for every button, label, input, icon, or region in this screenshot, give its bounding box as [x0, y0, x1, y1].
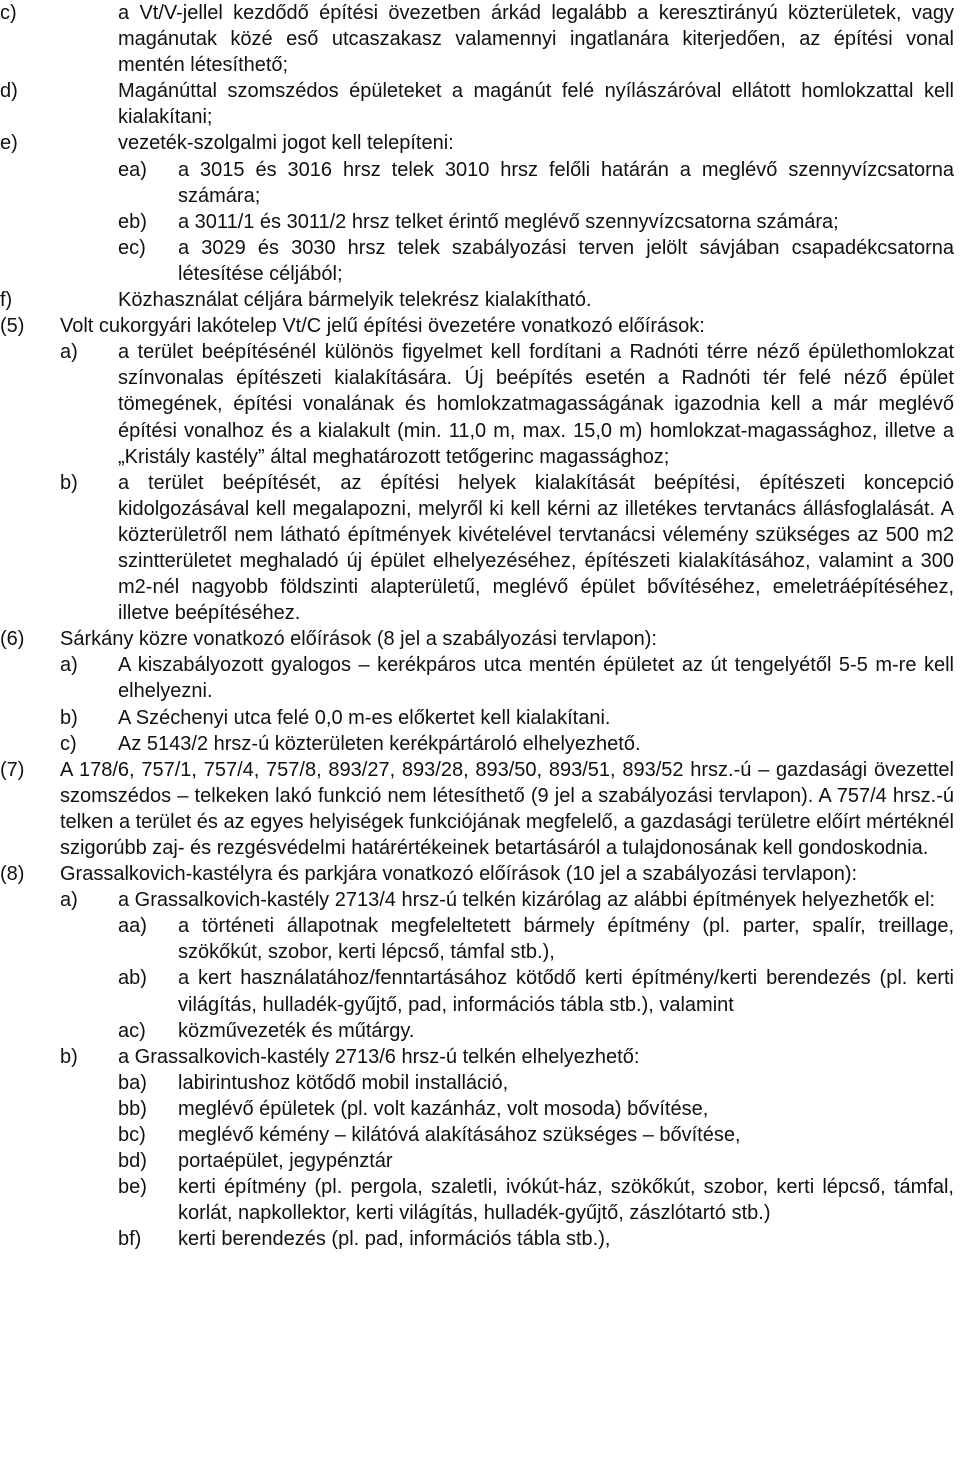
item-text: A kiszabályozott gyalogos – kerékpáros utca mentén épületet az út tengelyétől 5-5 m-re kell elhelyezni.	[118, 654, 954, 703]
list-item	[60, 339, 954, 469]
item-text: a kert használatához/fenntartásához kötődő kerti építmény/kerti berendezés (pl. kerti világítás, hulladék-gyűjtő, pad, információs tábla stb.), valamint	[178, 967, 954, 1016]
item-label: a)	[60, 889, 78, 912]
item-label: ac)	[118, 1019, 146, 1042]
list-item	[60, 652, 954, 704]
list-item	[118, 1122, 954, 1148]
item-label: ea)	[118, 158, 147, 181]
list-item	[0, 78, 954, 130]
item-text: meglévő épületek (pl. volt kazánház, volt mosoda) bővítése,	[178, 1097, 709, 1120]
item-label: d)	[0, 80, 18, 103]
list-item	[60, 887, 954, 913]
list-item	[118, 913, 954, 965]
item-text: A Széchenyi utca felé 0,0 m-es előkertet kell kialakítani.	[118, 706, 611, 729]
item-text: a történeti állapotnak megfeleltetett bármely építmény (pl. parter, spalír, treillage, szökőkút, szobor, kerti lépcső, támfal stb.),	[178, 915, 954, 964]
item-label: c)	[0, 2, 17, 24]
item-label: bf)	[118, 1228, 142, 1251]
list-item	[118, 1226, 954, 1252]
item-label: b)	[60, 706, 78, 729]
item-text: portaépület, jegypénztár	[178, 1150, 393, 1173]
list-item	[118, 1174, 954, 1226]
item-label: eb)	[118, 210, 147, 233]
section-paragraph	[0, 313, 954, 339]
section-text: Volt cukorgyári lakótelep Vt/C jelű építési övezetére vonatkozó előírások:	[60, 315, 705, 338]
item-label: a)	[60, 341, 78, 364]
item-text: Az 5143/2 hrsz-ú közterületen kerékpártároló elhelyezhető.	[118, 732, 641, 755]
list-item	[118, 1096, 954, 1122]
item-label: ab)	[118, 967, 147, 990]
item-label: c)	[60, 732, 77, 755]
item-text: a Grassalkovich-kastély 2713/6 hrsz-ú telkén elhelyezhető:	[118, 1045, 640, 1068]
item-label: b)	[60, 1045, 78, 1068]
list-item	[60, 731, 954, 757]
item-label: f)	[0, 289, 13, 312]
list-item	[0, 287, 954, 313]
item-text: a 3015 és 3016 hrsz telek 3010 hrsz felőli határán a meglévő szennyvízcsatorna számára;	[178, 158, 954, 207]
list-item	[118, 157, 954, 209]
list-item	[118, 1070, 954, 1096]
list-item	[0, 130, 954, 156]
section-paragraph	[0, 757, 954, 861]
list-item	[118, 235, 954, 287]
item-label: e)	[0, 132, 18, 155]
list-item	[118, 209, 954, 235]
section-number: (6)	[0, 628, 25, 651]
list-item	[60, 705, 954, 731]
item-text: meglévő kémény – kilátóvá alakításához szükséges – bővítése,	[178, 1124, 741, 1147]
section-text: Grassalkovich-kastélyra és parkjára vonatkozó előírások (10 jel a szabályozási tervlapon):	[60, 863, 858, 886]
item-text: Magánúttal szomszédos épületeket a magánút felé nyílászáróval ellátott homlokzattal kell kialakítani;	[118, 80, 954, 129]
list-item	[118, 965, 954, 1017]
section-text: Sárkány közre vonatkozó előírások (8 jel a szabályozási tervlapon):	[60, 628, 657, 651]
item-text: a Grassalkovich-kastély 2713/4 hrsz-ú telkén kizárólag az alábbi építmények helyezhetők el:	[118, 889, 936, 912]
section-text: A 178/6, 757/1, 757/4, 757/8, 893/27, 893/28, 893/50, 893/51, 893/52 hrsz.-ú – gazdasági övezettel szomszédos – telkeken lakó funkció nem létesíthető (9 jel a szabályozási tervlapon). A 757/4 hrsz.-ú telken a terület és az egyes helyiségek funkciójának megfelelő, a gazdasági területre előírt mértéknél szigorúbb zaj- és rezgésvédelmi határértékeinek betartásáról a tulajdonosának kell gondoskodnia.	[60, 758, 954, 859]
section-number: (7)	[0, 758, 25, 781]
item-label: b)	[60, 471, 78, 494]
item-text: labirintushoz kötődő mobil installáció,	[178, 1071, 509, 1094]
section-number: (8)	[0, 863, 25, 886]
item-text: a terület beépítését, az építési helyek kialakítását beépítési, építészeti koncepció kidolgozásával kell megalapozni, melyről ki kell kérni az illetékes tervtanács állásfoglalását. A közterületről nem látható építmények kivételével tervtanácsi vélemény szükséges az 500 m2 szintterületet meghaladó új épület elhelyezéséhez, építészeti kialakításához, valamint a 300 m2-nél nagyobb földszinti alapterületű, meglévő épület bővítéséhez, emeletráépítéséhez, illetve beépítéséhez.	[118, 471, 954, 625]
item-text: vezeték-szolgalmi jogot kell telepíteni:	[118, 132, 454, 155]
list-item	[60, 470, 954, 627]
item-label: be)	[118, 1176, 147, 1199]
item-label: ec)	[118, 236, 146, 259]
item-label: bb)	[118, 1097, 147, 1120]
item-label: aa)	[118, 915, 147, 938]
list-item	[118, 1148, 954, 1174]
item-text: Közhasználat céljára bármelyik telekrész kialakítható.	[118, 289, 592, 312]
item-label: bd)	[118, 1150, 147, 1173]
list-item	[60, 1044, 954, 1070]
section-number: (5)	[0, 315, 25, 338]
section-paragraph	[0, 626, 954, 652]
item-text: a 3029 és 3030 hrsz telek szabályozási terven jelölt sávjában csapadékcsatorna létesítése céljából;	[178, 236, 954, 285]
list-item	[0, 0, 954, 78]
list-item	[118, 1018, 954, 1044]
item-text: a Vt/V-jellel kezdődő építési övezetben árkád legalább a keresztirányú közterületek, vagy magánutak közé eső utcaszakasz valamennyi ingatlanára kiterjedően, az építési vonal mentén létesíthető;	[118, 2, 954, 77]
item-text: kerti építmény (pl. pergola, szaletli, ivókút-ház, szökőkút, szobor, kerti lépcső, támfal, korlát, napkollektor, kerti világítás, hulladék-gyűjtő, zászlótartó stb.)	[178, 1176, 954, 1225]
item-label: a)	[60, 654, 78, 677]
item-text: közművezeték és műtárgy.	[178, 1019, 415, 1042]
item-label: bc)	[118, 1124, 146, 1147]
section-paragraph	[0, 861, 954, 887]
item-text: a 3011/1 és 3011/2 hrsz telket érintő meglévő szennyvízcsatorna számára;	[178, 210, 839, 233]
item-label: ba)	[118, 1071, 147, 1094]
item-text: a terület beépítésénél különös figyelmet kell fordítani a Radnóti térre néző épülethomlokzat színvonalas építészeti kialakítására. Új beépítés esetén a Radnóti tér felé néző épület tömegének, építési vonalának és homlokzatmagasságának igazodnia kell a már meglévő építési vonalhoz és a kialakult (min. 11,0 m, max. 15,0 m) homlokzat-magassághoz, illetve a „Kristály kastély” által meghatározott tetőgerinc magassághoz;	[118, 341, 954, 468]
item-text: kerti berendezés (pl. pad, információs tábla stb.),	[178, 1228, 611, 1251]
